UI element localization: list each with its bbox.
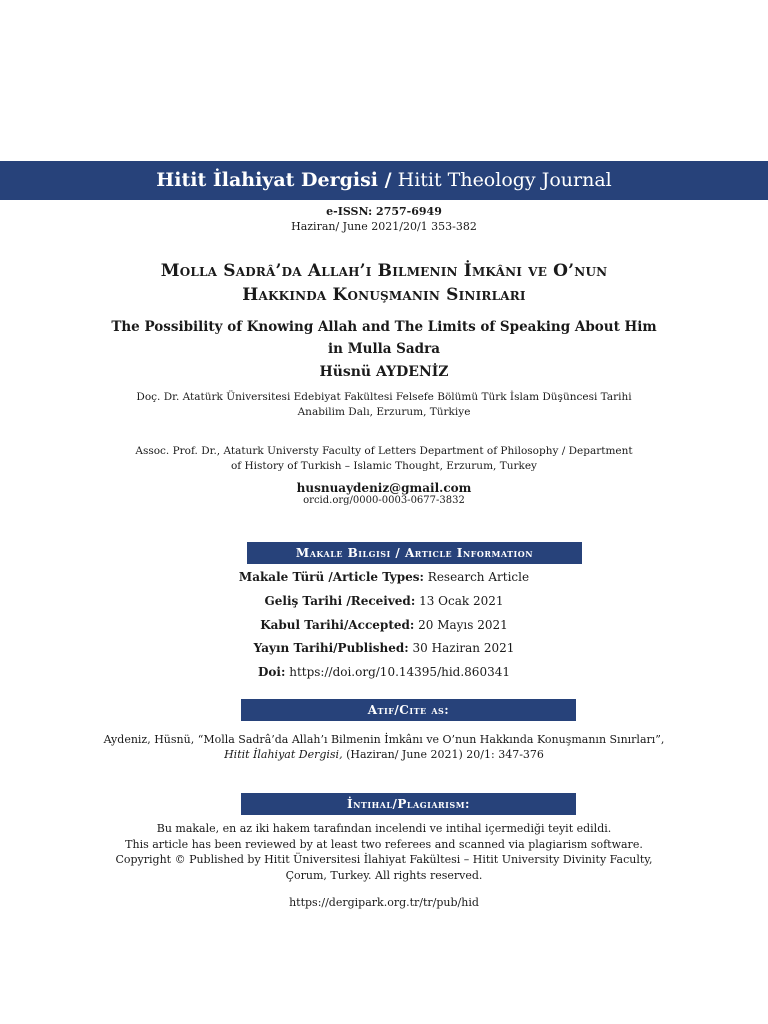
- aff-tr-line1: Doç. Dr. Atatürk Üniversitesi Edebiyat Fakültesi Felsefe Bölümü Türk İslam Düşüncesi Tarihi: [136, 391, 632, 403]
- plagiarism-line4: Çorum, Turkey. All rights reserved.: [285, 868, 483, 882]
- author-email[interactable]: husnuaydeniz@gmail.com: [296, 481, 472, 495]
- citation-line2: [0, 747, 768, 762]
- plagiarism-line3: Copyright © Published by Hitit Üniversitesi İlahiyat Fakültesi – Hitit University Divinity Faculty,: [115, 853, 653, 866]
- info-label: Doi:: [258, 665, 286, 679]
- article-title-en: [0, 316, 768, 360]
- aff-en-line2: of History of Turkish – Islamic Thought, Erzurum, Turkey: [230, 460, 537, 472]
- author-orcid[interactable]: orcid.org/0000-0003-0677-3832: [303, 495, 465, 506]
- info-value: 13 Ocak 2021: [415, 594, 504, 608]
- title-en-line2: in Mulla Sadra: [328, 341, 440, 357]
- affiliation-en: [0, 444, 768, 474]
- aff-en-line1: Assoc. Prof. Dr., Ataturk Universty Faculty of Letters Department of Philosophy / Department: [135, 445, 633, 457]
- title-en-line1: The Possibility of Knowing Allah and The Limits of Speaking About Him: [111, 319, 657, 335]
- info-value: Research Article: [423, 570, 530, 584]
- doi-link[interactable]: https://doi.org/10.14395/hid.860341: [285, 665, 510, 679]
- citation-line1: Aydeniz, Hüsnü, “Molla Sadrâ’da Allah’ı Bilmenin İmkânı ve O’nun Hakkında Konuşmanın Sınırları”,: [103, 733, 665, 746]
- info-value: 20 Mayıs 2021: [414, 618, 508, 632]
- title-tr-line1: Molla Sadrâ’da Allah’ı Bilmenin İmkânı ve O’nun: [160, 261, 608, 281]
- journal-name-tr: Hitit İlahiyat Dergisi /: [156, 169, 392, 191]
- aff-tr-line2: Anabilim Dalı, Erzurum, Türkiye: [297, 406, 471, 418]
- journal-url[interactable]: https://dergipark.org.tr/tr/pub/hid: [289, 896, 479, 909]
- article-info-header: Makale Bilgisi / Article Information: [247, 542, 582, 564]
- info-row-published: [0, 641, 768, 655]
- plagiarism-header: İntihal/Plagiarism:: [241, 793, 576, 815]
- plagiarism-line1: Bu makale, en az iki hakem tarafından incelendi ve intihal içermediği teyit edildi.: [156, 822, 612, 835]
- journal-banner: [0, 161, 768, 200]
- title-tr-line2: Hakkında Konuşmanın Sınırları: [242, 285, 526, 305]
- citation: [0, 732, 768, 762]
- citation-journal: Hitit İlahiyat Dergisi,: [224, 748, 343, 761]
- info-row-accepted: [0, 618, 768, 632]
- info-label: Geliş Tarihi /Received:: [264, 594, 416, 608]
- info-value: 30 Haziran 2021: [408, 641, 515, 655]
- plagiarism-line2: This article has been reviewed by at least two referees and scanned via plagiarism software.: [125, 837, 643, 851]
- info-row-type: [0, 570, 768, 584]
- info-label: Makale Türü /Article Types:: [238, 570, 424, 584]
- info-label: Yayın Tarihi/Published:: [253, 641, 409, 655]
- author-name: Hüsnü AYDENİZ: [319, 364, 449, 380]
- journal-name-en: Hitit Theology Journal: [397, 169, 612, 191]
- affiliation-tr: [0, 390, 768, 420]
- issue-info: Haziran/ June 2021/20/1 353-382: [291, 220, 477, 233]
- cite-header: Atıf/Cite as:: [241, 699, 576, 721]
- info-row-doi: [0, 665, 768, 679]
- info-row-received: [0, 594, 768, 608]
- eissn: e-ISSN: 2757-6949: [326, 205, 442, 218]
- info-label: Kabul Tarihi/Accepted:: [260, 618, 415, 632]
- citation-rest: (Haziran/ June 2021) 20/1: 347-376: [342, 748, 544, 761]
- article-title-tr: [0, 259, 768, 307]
- plagiarism-text: [0, 821, 768, 883]
